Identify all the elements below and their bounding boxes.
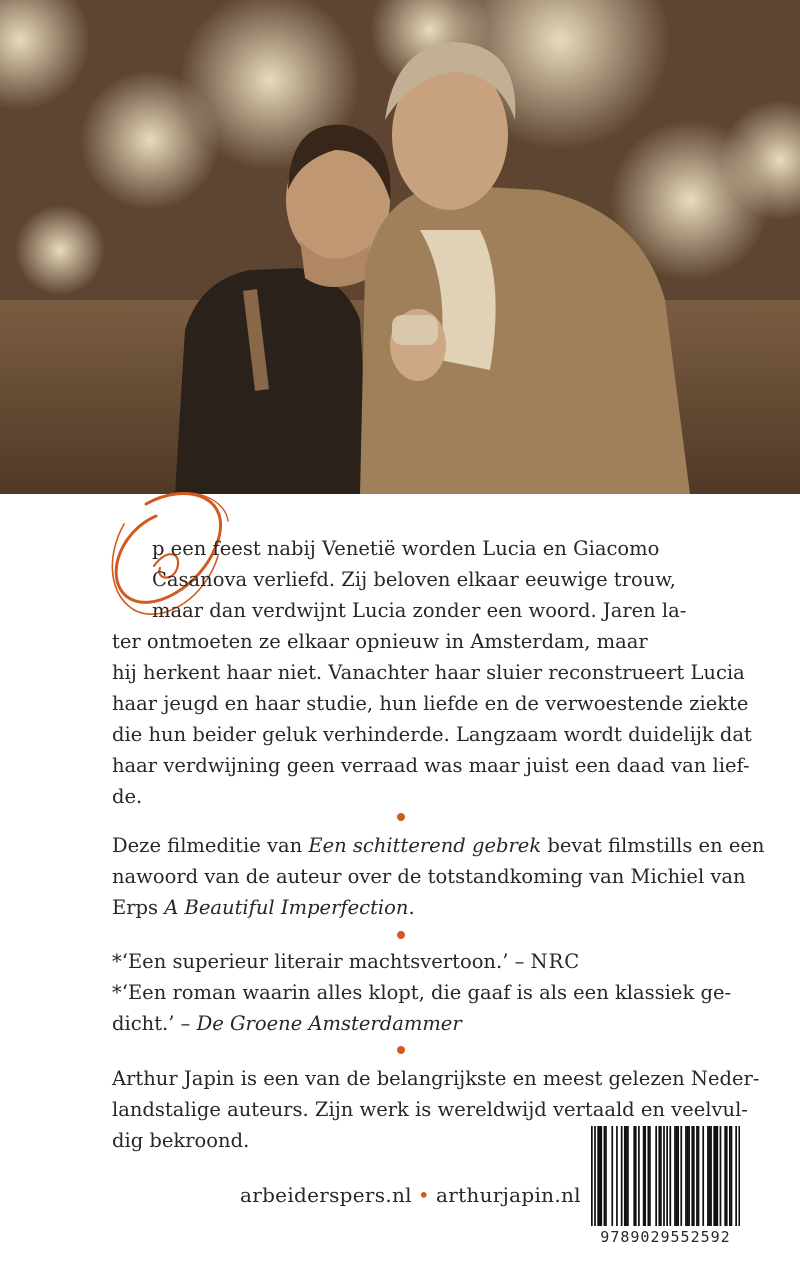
barcode-bar: [676, 1126, 678, 1226]
barcode-bar: [663, 1126, 665, 1226]
barcode-bar: [638, 1126, 640, 1226]
bio-line: Arthur Japin is een van de belangrijkste en meest gelezen Neder-: [112, 1067, 760, 1090]
synopsis-line: Casanova verliefd. Zij beloven elkaar eeuwige trouw,: [152, 568, 676, 591]
barcode-bar: [600, 1126, 602, 1226]
barcode-bar: [724, 1126, 726, 1226]
barcode-bar: [624, 1126, 626, 1226]
quote-source: NRC: [530, 950, 581, 973]
barcode-bar: [604, 1126, 606, 1226]
film-note-text: Erps: [112, 896, 165, 919]
section-divider-dot: [397, 1046, 405, 1054]
barcode-bar: [702, 1126, 704, 1226]
barcode-bar: [655, 1126, 657, 1226]
section-divider-dot: [397, 931, 405, 939]
barcode-bar: [726, 1126, 728, 1226]
press-quote: *‘Een roman waarin alles klopt, die gaaf is als een klassiek ge-: [112, 981, 732, 1004]
barcode-bar: [616, 1126, 618, 1226]
film-note-text: bevat filmstills en een: [541, 834, 765, 857]
barcode-bar: [621, 1126, 623, 1226]
book-title: Een schitterend gebrek: [308, 834, 542, 857]
synopsis-line: haar verdwijning geen verraad was maar juist een daad van lief-: [112, 754, 750, 777]
publisher-link[interactable]: arbeiderspers.nl: [240, 1183, 412, 1207]
barcode-bars: [591, 1126, 740, 1226]
barcode-bar: [709, 1126, 711, 1226]
barcode-bar: [674, 1126, 676, 1226]
barcode-bar: [626, 1126, 628, 1226]
film-note-text: Deze filmeditie van: [112, 834, 309, 857]
bio-line: dig bekroond.: [112, 1129, 250, 1152]
film-note-text: .: [408, 896, 415, 919]
barcode-bar: [698, 1126, 700, 1226]
isbn-barcode: [588, 1126, 743, 1248]
film-note-text: nawoord van de auteur over de totstandkoming van Michiel van: [112, 865, 746, 888]
film-still-photo: [0, 0, 800, 494]
barcode-bar: [594, 1126, 596, 1226]
link-separator: •: [417, 1183, 430, 1207]
barcode-bar: [643, 1126, 645, 1226]
barcode-bar: [738, 1126, 740, 1226]
barcode-bar: [605, 1126, 607, 1226]
barcode-bar: [647, 1126, 649, 1226]
quote-source: De Groene Amsterdammer: [196, 1012, 462, 1035]
synopsis-line: haar jeugd en haar studie, hun liefde en de verwoestende ziekte: [112, 692, 749, 715]
barcode-bar: [599, 1126, 601, 1226]
barcode-bar: [691, 1126, 693, 1226]
press-quotes: [112, 946, 732, 1039]
synopsis-line: ter ontmoeten ze elkaar opnieuw in Amsterdam, maar: [112, 630, 648, 653]
barcode-bar: [713, 1126, 715, 1226]
website-links: [240, 1183, 581, 1207]
barcode-bar: [611, 1126, 613, 1226]
barcode-bar: [735, 1126, 737, 1226]
barcode-bar: [658, 1126, 660, 1226]
barcode-bar: [716, 1126, 718, 1226]
barcode-bar: [710, 1126, 712, 1226]
barcode-bar: [591, 1126, 593, 1226]
synopsis-paragraph: [112, 533, 752, 812]
barcode-bar: [688, 1126, 690, 1226]
barcode-bar: [715, 1126, 717, 1226]
barcode-bar: [660, 1126, 662, 1226]
barcode-bar: [597, 1126, 599, 1226]
barcode-bar: [693, 1126, 695, 1226]
synopsis-line: de.: [112, 785, 143, 808]
barcode-bar: [627, 1126, 629, 1226]
barcode-bar: [669, 1126, 671, 1226]
barcode-bar: [644, 1126, 646, 1226]
barcode-bar: [635, 1126, 637, 1226]
film-title: A Beautiful Imperfection: [164, 896, 409, 919]
synopsis-line: maar dan verdwijnt Lucia zonder een woord. Jaren la-: [152, 599, 687, 622]
drop-cap-letter: O: [96, 476, 97, 477]
press-quote: [112, 946, 722, 977]
quote-text: *‘Een superieur literair machtsvertoon.’ –: [112, 950, 531, 973]
synopsis-line: die hun beider geluk verhinderde. Langzaam wordt duidelijk dat: [112, 723, 752, 746]
barcode-bar: [731, 1126, 733, 1226]
barcode-bar: [633, 1126, 635, 1226]
author-link[interactable]: arthurjapin.nl: [436, 1183, 581, 1207]
barcode-bar: [677, 1126, 679, 1226]
bio-line: landstalige auteurs. Zijn werk is wereldwijd vertaald en veelvul-: [112, 1098, 748, 1121]
barcode-bar: [666, 1126, 668, 1226]
synopsis-line: p een feest nabij Venetië worden Lucia en Giacomo: [152, 537, 660, 560]
synopsis-line: hij herkent haar niet. Vanachter haar sluier reconstrueert Lucia: [112, 661, 745, 684]
barcode-bar: [707, 1126, 709, 1226]
section-divider-dot: [397, 813, 405, 821]
barcode-bar: [680, 1126, 682, 1226]
film-edition-note: [112, 830, 765, 923]
barcode-bar: [649, 1126, 651, 1226]
barcode-bar: [696, 1126, 698, 1226]
barcode-bar: [729, 1126, 731, 1226]
barcode-bar: [720, 1126, 722, 1226]
isbn-number: 9789029552592: [600, 1228, 731, 1246]
quote-text: dicht.’ –: [112, 1012, 197, 1035]
barcode-bar: [685, 1126, 687, 1226]
barcode-bar: [687, 1126, 689, 1226]
